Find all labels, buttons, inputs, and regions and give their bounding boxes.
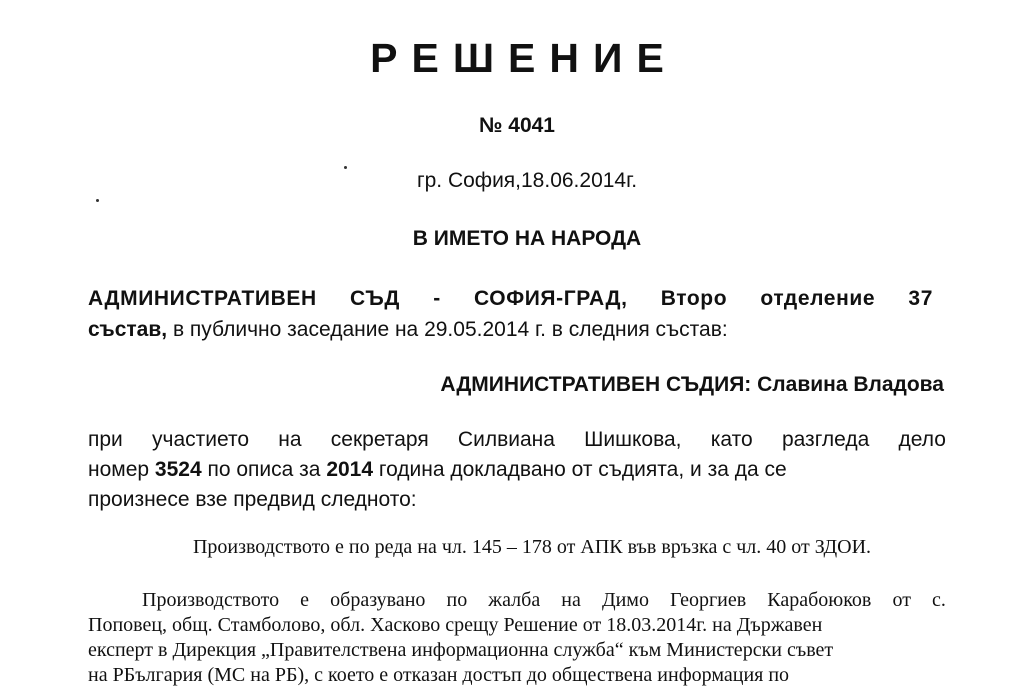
paragraph-line	[88, 588, 946, 613]
text-run: година докладвано от съдията, и за да се	[373, 458, 787, 481]
word: секретаря	[330, 428, 429, 451]
word: разгледа	[781, 428, 870, 451]
court-heading-line-1	[88, 283, 933, 314]
word: Производството	[142, 589, 280, 611]
word: Силвиана	[457, 428, 555, 451]
court-heading-line-2	[88, 314, 933, 345]
word: участието	[152, 428, 250, 451]
case-number: 3524	[154, 458, 202, 481]
paragraph-line	[88, 425, 946, 455]
court-word: СОФИЯ-ГРАД,	[474, 287, 628, 310]
word: с.	[932, 589, 946, 611]
in-the-name-of-people: В ИМЕТО НА НАРОДА	[412, 227, 642, 250]
place-and-date: гр. София,18.06.2014г.	[416, 169, 638, 192]
word: като	[710, 428, 753, 451]
paragraph-secretary	[88, 425, 946, 515]
word: на	[278, 428, 302, 451]
court-word: отделение	[760, 287, 876, 310]
word: на	[561, 589, 581, 611]
scan-speck	[344, 166, 347, 169]
court-heading	[88, 283, 933, 345]
word: Карабоюков	[767, 589, 872, 611]
word: образувано	[330, 589, 426, 611]
word: от	[892, 589, 911, 611]
case-year: 2014	[326, 458, 374, 481]
word: при	[88, 428, 123, 451]
word: е	[300, 589, 310, 611]
word: жалба	[488, 589, 541, 611]
court-word: Второ	[660, 287, 728, 310]
word: Шишкова,	[584, 428, 682, 451]
court-word: -	[433, 287, 441, 310]
court-word: 37	[908, 287, 933, 310]
decision-number: № 4041	[479, 114, 555, 137]
paragraph-procedure: Производството е по реда на чл. 145 – 178 от АПК във връзка с чл. 40 от ЗДОИ.	[192, 536, 872, 558]
word: Георгиев	[670, 589, 747, 611]
judge-line: АДМИНИСТРАТИВЕН СЪДИЯ: Славина Владова	[440, 373, 944, 396]
paragraph-complaint	[88, 588, 946, 688]
paragraph-line: произнесе взе предвид следното:	[88, 488, 417, 511]
paragraph-line	[88, 455, 946, 485]
word: по	[446, 589, 468, 611]
court-word: СЪД	[350, 287, 400, 310]
scan-speck	[96, 199, 99, 202]
paragraph-line: Поповец, общ. Стамболово, обл. Хасково срещу Решение от 18.03.2014г. на Държавен	[88, 614, 823, 636]
document-title: РЕШЕНИЕ	[370, 35, 678, 81]
court-session-text: в публично заседание на 29.05.2014 г. в следния състав:	[167, 318, 728, 341]
text-run: номер	[88, 458, 155, 481]
text-run: по описа за	[201, 458, 327, 481]
paragraph-line: на РБългария (МС на РБ), с което е отказан достъп до обществена информация по	[88, 664, 790, 686]
paragraph-line: експерт в Дирекция „Правителствена информационна служба“ към Министерски съвет	[88, 639, 834, 661]
word: Димо	[601, 589, 649, 611]
word: дело	[898, 428, 946, 451]
court-composition-bold: състав,	[88, 318, 168, 341]
court-word: АДМИНИСТРАТИВЕН	[88, 287, 317, 310]
